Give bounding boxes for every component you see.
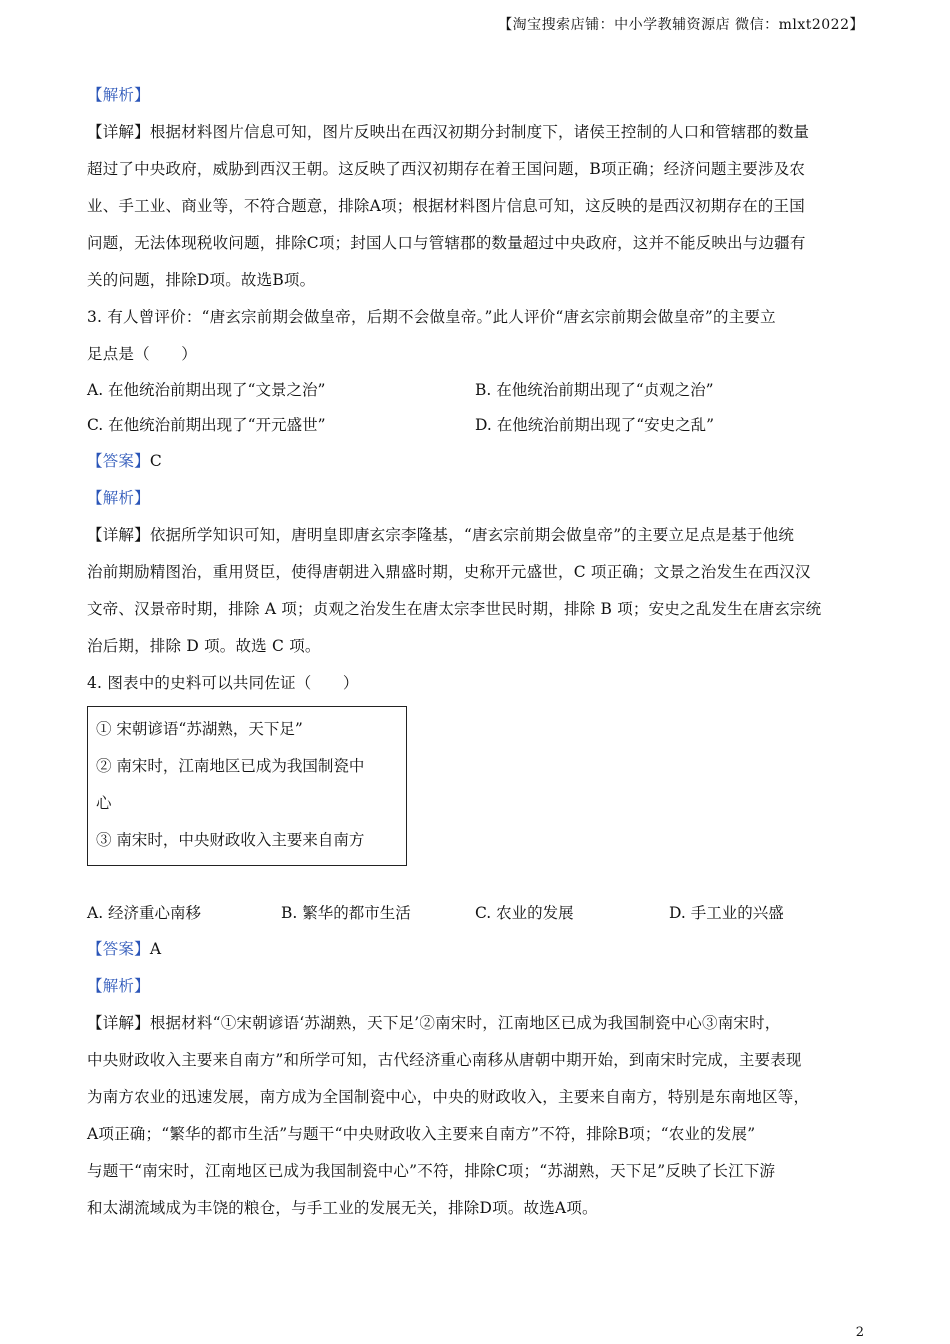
q3-detail-line: 治后期，排除 D 项。故选 C 项。 (87, 637, 321, 655)
page-header: 【淘宝搜索店铺：中小学教辅资源店 微信：mlxt2022】 (498, 17, 864, 33)
q4-detail-line: 与题干“南宋时，江南地区已成为我国制瓷中心”不符，排除C项；“苏湖熟，天下足”反映了长江下游 (87, 1162, 776, 1180)
q4-analysis-heading (87, 968, 863, 1005)
q4-option-a: A. 经济重心南移 (87, 904, 202, 922)
answer-tag: 【答案】 (87, 452, 150, 470)
q4-answer-value: A (149, 940, 162, 958)
q3-options-row (87, 373, 863, 408)
q4-source-item: ③ 南宋时，中央财政收入主要来自南方 (96, 831, 365, 849)
q3-stem: 3. 有人曾评价：“唐玄宗前期会做皇帝，后期不会做皇帝。”此人评价“唐玄宗前期会做皇帝”的主要立 (87, 308, 776, 326)
detail-tag: 【详解】 (87, 1014, 150, 1032)
q4-option-b: B. 繁华的都市生活 (281, 904, 411, 922)
q4-source-box (87, 706, 407, 866)
page-number: 2 (855, 1325, 864, 1340)
q2-detail-line: 问题，无法体现税收问题，排除C项；封国人口与管辖郡的数量超过中央政府，这并不能反映出与边疆有 (87, 234, 806, 252)
q3-detail-text: 依据所学知识可知，唐明皇即唐玄宗李隆基，“唐玄宗前期会做皇帝”的主要立足点是基于他统 (149, 526, 795, 544)
q3-answer-value: C (149, 452, 162, 470)
q2-detail-line: 关的问题，排除D项。故选B项。 (87, 271, 316, 289)
analysis-tag: 【解析】 (87, 489, 150, 507)
q4-stem: 4. 图表中的史料可以共同佐证（ ） (87, 674, 359, 692)
q4-detail-line: 和太湖流域成为丰饶的粮仓，与手工业的发展无关，排除D项。故选A项。 (87, 1199, 598, 1217)
q4-option-d: D. 手工业的兴盛 (669, 904, 784, 922)
answer-tag: 【答案】 (87, 940, 150, 958)
q4-detail-text: 根据材料“①宋朝谚语‘苏湖熟，天下足’②南宋时，江南地区已成为我国制瓷中心③南宋时， (149, 1014, 781, 1032)
q4-option-c: C. 农业的发展 (475, 904, 574, 922)
q3-detail-line (87, 517, 863, 554)
q4-options-row (87, 896, 863, 931)
q4-detail-line: A项正确；“繁华的都市生活”与题干“中央财政收入主要来自南方”不符，排除B项；“农业的发展” (87, 1125, 756, 1143)
q3-option-d: D. 在他统治前期出现了“安史之乱” (475, 416, 715, 434)
q2-analysis-heading (87, 77, 863, 114)
detail-tag: 【详解】 (87, 526, 150, 544)
q2-detail-line (87, 114, 863, 151)
analysis-tag: 【解析】 (87, 86, 150, 104)
content (87, 77, 863, 1227)
q4-detail-line (87, 1005, 863, 1042)
q4-detail-line: 中央财政收入主要来自南方”和所学可知，古代经济重心南移从唐朝中期开始，到南宋时完成，主要表现 (87, 1051, 802, 1069)
q3-options-row (87, 408, 863, 443)
q3-option-b: B. 在他统治前期出现了“贞观之治” (475, 381, 714, 399)
q3-stem: 足点是（ ） (87, 345, 197, 363)
q3-answer (87, 443, 863, 480)
q4-answer (87, 931, 863, 968)
analysis-tag: 【解析】 (87, 977, 150, 995)
q3-option-c: C. 在他统治前期出现了“开元盛世” (87, 416, 326, 434)
q4-source-item: ② 南宋时，江南地区已成为我国制瓷中 (96, 757, 365, 775)
q2-detail-line: 超过了中央政府，威胁到西汉王朝。这反映了西汉初期存在着王国问题，B项正确；经济问题主要涉及农 (87, 160, 806, 178)
q3-detail-line: 文帝、汉景帝时期，排除 A 项；贞观之治发生在唐太宗李世民时期，排除 B 项；安史之乱发生在唐玄宗统 (87, 600, 822, 618)
q2-detail-line: 业、手工业、商业等，不符合题意，排除A项；根据材料图片信息可知，这反映的是西汉初期存在的王国 (87, 197, 805, 215)
q4-detail-line: 为南方农业的迅速发展，南方成为全国制瓷中心，中央的财政收入，主要来自南方，特别是东南地区等， (87, 1088, 810, 1106)
q2-detail-text: 根据材料图片信息可知，图片反映出在西汉初期分封制度下，诸侯王控制的人口和管辖郡的数量 (149, 123, 810, 141)
q4-source-item: 心 (96, 794, 112, 812)
detail-tag: 【详解】 (87, 123, 150, 141)
q3-option-a: A. 在他统治前期出现了“文景之治” (87, 381, 326, 399)
q3-analysis-heading (87, 480, 863, 517)
q3-detail-line: 治前期励精图治，重用贤臣，使得唐朝进入鼎盛时期，史称开元盛世，C 项正确；文景之治发生在西汉汉 (87, 563, 811, 581)
q4-source-item: ① 宋朝谚语“苏湖熟，天下足” (96, 720, 303, 738)
